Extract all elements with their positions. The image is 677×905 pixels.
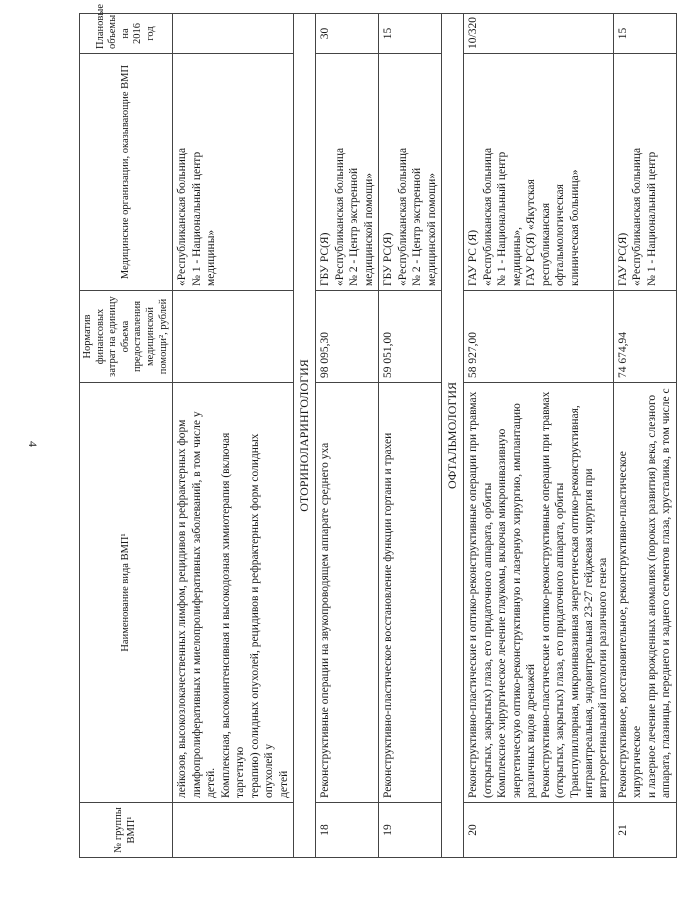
table-row-21	[613, 14, 676, 858]
volume-value: 30	[316, 14, 379, 54]
header-group-no: № группы ВМП¹	[80, 803, 173, 858]
norm-value: 74 674,94	[613, 291, 676, 383]
header-vmp-name: Наименование вида ВМП¹	[80, 383, 173, 803]
vmp-name-line: Комплексное хирургическое лечение глаукомы, включая микроинвазивную	[496, 428, 509, 798]
section-row-ophthalmology	[442, 14, 464, 858]
cont-name-line: лимфопролиферативных и миелопролиферативных заболеваний, в том числе у детей.	[190, 411, 218, 798]
cont-org-line: № 1 - Национальный центр	[190, 151, 203, 286]
org-line: ГАУ РС(Я) «Якутская	[525, 179, 538, 286]
org-line: медицины»,	[510, 226, 523, 286]
norm-value: 58 927,00	[464, 291, 614, 383]
org-line: № 2 - Центр экстренной	[411, 167, 424, 286]
vmp-name-cell	[613, 383, 676, 803]
vmp-name-line: Реконструктивно-пластические и оптико-реконструктивные операции при травмах	[539, 391, 552, 798]
section-row-otorhinolaryngology	[294, 14, 316, 858]
cont-name-line: Комплексная, высокоинтенсивная и высокодозная химиотерапия (включая таргетную	[219, 432, 247, 798]
volume-value: 15	[379, 14, 442, 54]
cont-group-cell	[173, 803, 294, 858]
orgs-cell	[613, 54, 676, 291]
org-line: № 1 - Национальный центр	[645, 151, 658, 286]
cont-name-line: терапию) солидных опухолей, рецидивов и рефрактерных форм солидных опухолей у	[248, 433, 276, 798]
vmp-name-line: интравитреальная, эндовитреальная 23-27 гейджевая хирургия при	[583, 468, 595, 798]
org-line: клиническая больница»	[568, 169, 581, 286]
org-line: ГБУ РС(Я)	[319, 232, 332, 286]
vmp-name-line: витреоретинальной патологии различного генеза	[597, 557, 610, 798]
vmp-name-line: Реконструктивное, восстановительное, реконструктивно-пластическое хирургическое	[616, 451, 644, 798]
org-line: ГАУ РС (Я)	[467, 229, 480, 286]
orgs-cell	[464, 54, 614, 291]
vmp-name-line: энергетическую оптико-реконструктивную и лазерную хирургию, имплантацию	[510, 403, 523, 798]
header-volume: Плановые объемы на 2016 год	[80, 14, 173, 54]
vmp-name-line: различных видов дренажей	[525, 663, 538, 798]
table-row-20	[464, 14, 614, 858]
header-norm: Норматив финансовых затрат на единицу объема предоставления медицинской помощи², рублей	[80, 291, 173, 383]
vmp-table	[79, 3, 677, 858]
vmp-name-line: (открытых, закрытых) глаза, его придаточного аппарата, орбиты	[481, 482, 494, 798]
vmp-name-line: и лазерное лечение при врожденных аномалиях (пороках развития) века, слезного	[645, 394, 658, 798]
vmp-name-cell	[316, 383, 379, 803]
orgs-cell	[379, 54, 442, 291]
table-row-19	[379, 14, 442, 858]
volume-value: 10/320	[464, 14, 614, 54]
table-row-18	[316, 14, 379, 858]
group-number: 18	[316, 803, 379, 858]
orgs-cell	[316, 54, 379, 291]
section-title-otorhinolaryngology: ОТОРИНОЛАРИНГОЛОГИЯ	[294, 14, 316, 858]
org-line: «Республиканская больница	[333, 147, 346, 286]
vmp-name-line: Реконструктивно-пластические и оптико-реконструктивные операции при травмах	[467, 391, 480, 798]
norm-value: 59 051,00	[379, 291, 442, 383]
cont-volume-cell	[173, 14, 294, 54]
cont-orgs-cell	[173, 54, 294, 291]
vmp-name-line: аппарата, глазницы, переднего и заднего сегментов глаза, хрусталика, в том числе с	[660, 388, 673, 798]
group-number: 21	[613, 803, 676, 858]
table-header-row	[80, 14, 173, 858]
vmp-name-cell	[379, 383, 442, 803]
org-line: № 2 - Центр экстренной	[348, 167, 361, 286]
norm-value: 98 095,30	[316, 291, 379, 383]
org-line: республиканская	[539, 202, 552, 286]
org-line: «Республиканская больница	[396, 147, 409, 286]
rotated-table-container	[79, 3, 673, 858]
cont-name-cell	[173, 383, 294, 803]
org-line: медицинской помощи»	[362, 172, 375, 286]
group-number: 19	[379, 803, 442, 858]
org-line: офтальмологическая	[554, 184, 567, 286]
org-line: медицинской помощи»	[425, 172, 438, 286]
org-line: «Республиканская больница	[481, 147, 494, 286]
vmp-name-line: Реконструктивные операции на звукопроводящем аппарате среднего уха	[319, 442, 332, 798]
table-row-continuation	[173, 14, 294, 858]
vmp-name-line: Транспупиллярная, микроинвазивная энергетическая оптико-реконструктивная,	[568, 405, 581, 798]
cont-org-line: «Республиканская больница	[176, 147, 189, 286]
cont-norm-cell	[173, 291, 294, 383]
volume-value: 15	[613, 14, 676, 54]
org-line: «Республиканская больница	[631, 147, 644, 286]
cont-name-line: лейкозов, высокозлокачественных лимфом, рецидивов и рефрактерных форм	[176, 419, 189, 798]
vmp-name-line: Реконструктивно-пластическое восстановление функции гортани и трахеи	[382, 432, 395, 798]
org-line: ГБУ РС(Я)	[382, 232, 395, 286]
vmp-name-line: (открытых, закрытых) глаза, его придаточного аппарата, орбиты	[554, 482, 567, 798]
header-orgs: Медицинские организации, оказывающие ВМП	[80, 54, 173, 291]
org-line: № 1 - Национальный центр	[496, 151, 509, 286]
cont-org-line: медицины»	[205, 229, 218, 286]
page-number: 4	[26, 441, 40, 447]
org-line: ГАУ РС(Я)	[616, 232, 629, 286]
vmp-name-cell	[464, 383, 614, 803]
section-title-ophthalmology: ОФТАЛЬМОЛОГИЯ	[442, 14, 464, 858]
cont-name-line: детей	[277, 770, 290, 798]
group-number: 20	[464, 803, 614, 858]
